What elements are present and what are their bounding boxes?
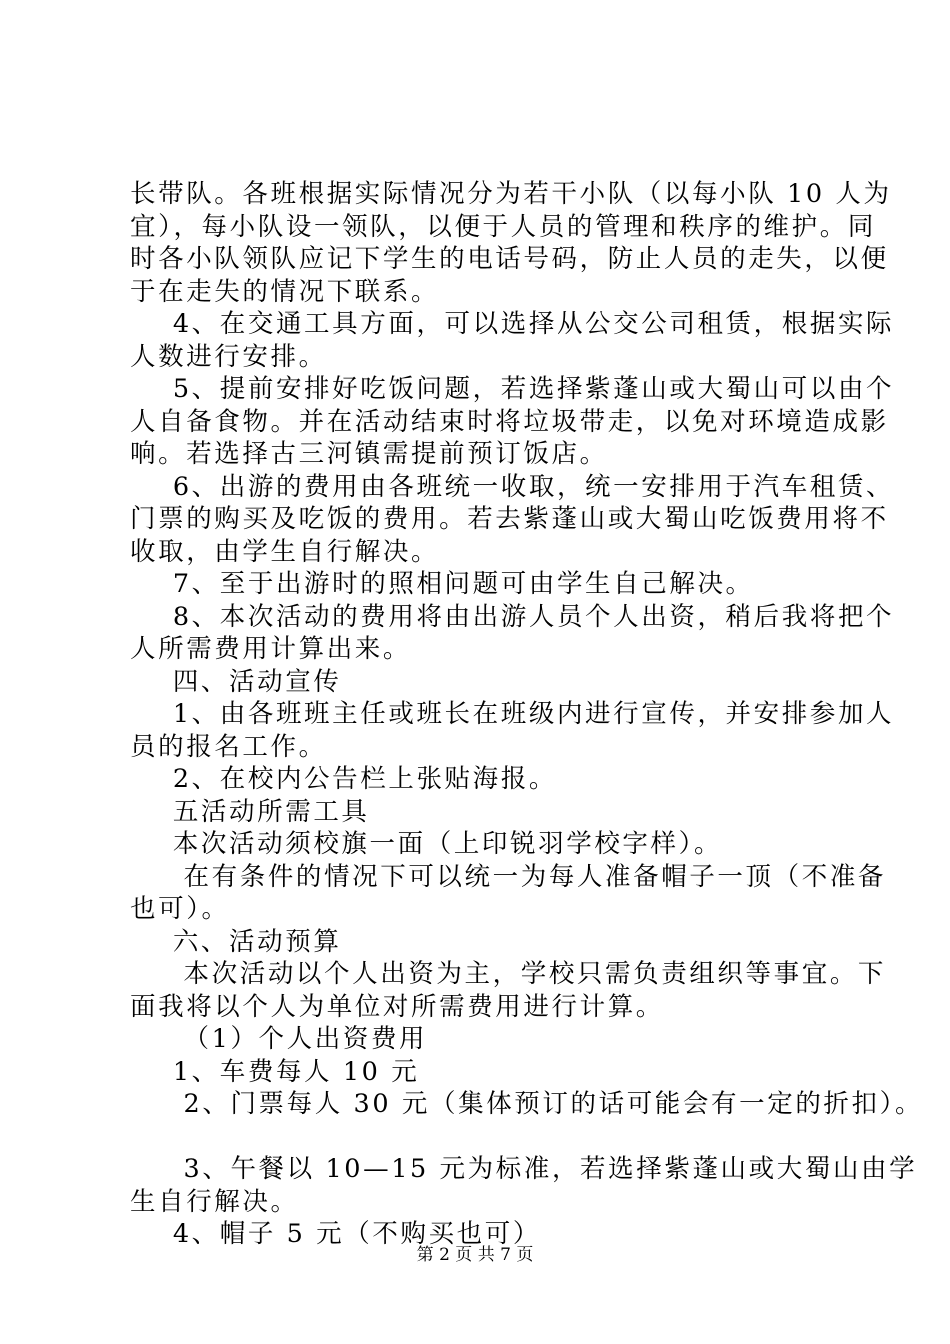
section-heading: 五活动所需工具 [130, 797, 370, 827]
text-line: 人数进行安排。 [130, 342, 327, 372]
section-heading: 四、活动宣传 [130, 667, 342, 697]
text-line: 7、至于出游时的照相问题可由学生自己解决。 [130, 569, 754, 599]
text-line: 门票的购买及吃饭的费用。若去紫蓬山或大蜀山吃饭费用将不 [130, 504, 889, 534]
text-line: 响。若选择古三河镇需提前预订饭店。 [130, 439, 608, 469]
text-line: 宜），每小队设一领队，以便于人员的管理和秩序的维护。同 [130, 212, 876, 242]
text-line: 在有条件的情况下可以统一为每人准备帽子一顶（不准备 [130, 862, 887, 892]
text-line: 也可）。 [130, 894, 230, 924]
text-line: 时各小队领队应记下学生的电话号码，防止人员的走失，以便 [130, 244, 889, 274]
sub-heading: （1）个人出资费用 [130, 1024, 428, 1054]
text-line: 本次活动以个人出资为主，学校只需负责组织等事宜。下 [130, 959, 887, 989]
text-line: 4、在交通工具方面，可以选择从公交公司租赁，根据实际 [130, 309, 895, 339]
text-line: 生自行解决。 [130, 1187, 299, 1217]
text-line: 1、车费每人 10 元 [130, 1057, 420, 1087]
text-line: 本次活动须校旗一面（上印锐羽学校字样）。 [130, 829, 723, 859]
text-line: 收取，由学生自行解决。 [130, 537, 440, 567]
text-line: 人自备食物。并在活动结束时将垃圾带走，以免对环境造成影 [130, 407, 889, 437]
text-line: 5、提前安排好吃饭问题，若选择紫蓬山或大蜀山可以由个 [130, 374, 895, 404]
page-footer: 第 2 页 共 7 页 [416, 1245, 534, 1265]
text-line: 员的报名工作。 [130, 732, 327, 762]
text-line: 4、帽子 5 元（不购买也可） [130, 1219, 541, 1249]
text-line: 长带队。各班根据实际情况分为若干小队（以每小队 10 人为 [130, 179, 892, 209]
text-line: 2、在校内公告栏上张贴海报。 [130, 764, 557, 794]
text-line: 2、门票每人 30 元（集体预订的话可能会有一定的折扣）。 [130, 1089, 924, 1119]
text-line: 于在走失的情况下联系。 [130, 277, 440, 307]
text-line: 人所需费用计算出来。 [130, 634, 412, 664]
text-line: 6、出游的费用由各班统一收取，统一安排用于汽车租赁、 [130, 472, 895, 502]
text-line: 面我将以个人为单位对所需费用进行计算。 [130, 992, 664, 1022]
text-line: 3、午餐以 10—15 元为标准，若选择紫蓬山或大蜀山由学 [130, 1154, 918, 1184]
section-heading: 六、活动预算 [130, 927, 342, 957]
text-line: 8、本次活动的费用将由出游人员个人出资，稍后我将把个 [130, 602, 895, 632]
text-line: 1、由各班班主任或班长在班级内进行宣传，并安排参加人 [130, 699, 895, 729]
